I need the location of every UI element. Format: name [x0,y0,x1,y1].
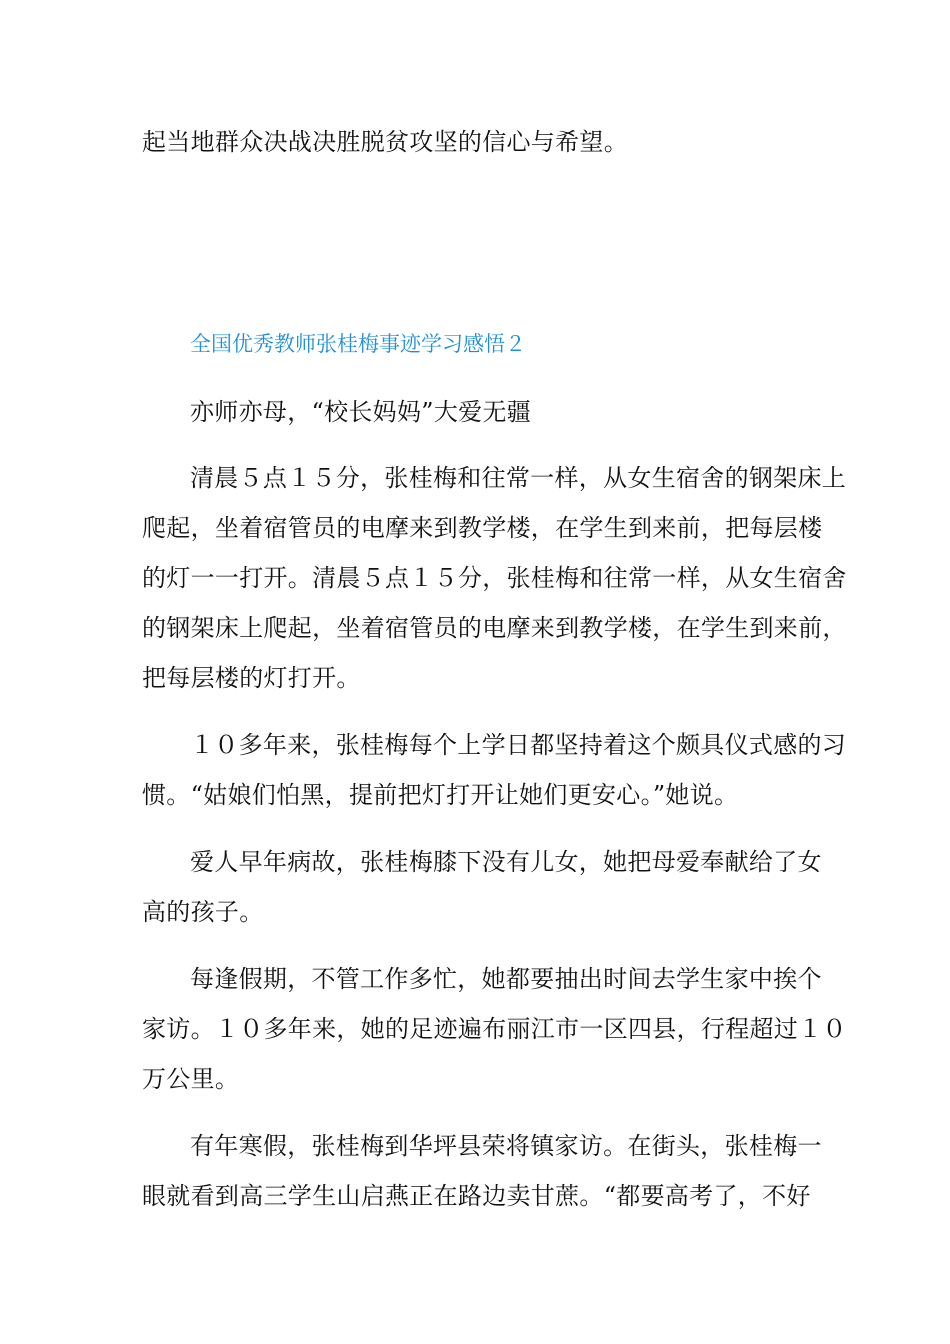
paragraph-line: 的钢架床上爬起，坐着宿管员的电摩来到教学楼，在学生到来前， [142,614,847,642]
paragraph-line: 眼就看到高三学生山启燕正在路边卖甘蔗。“都要高考了，不好 [142,1182,811,1210]
paragraph-line: 爱人早年病故，张桂梅膝下没有儿女，她把母爱奉献给了女 [190,848,822,876]
continuation-text: 起当地群众决战决胜脱贫攻坚的信心与希望。 [142,128,628,156]
paragraph-line: 的灯一一打开。清晨５点１５分，张桂梅和往常一样，从女生宿舍 [142,564,847,592]
paragraph-line: １０多年来，张桂梅每个上学日都坚持着这个颇具仪式感的习 [190,731,847,759]
paragraph-line: 爬起，坐着宿管员的电摩来到教学楼，在学生到来前，把每层楼 [142,514,823,542]
paragraph-line: 惯。“姑娘们怕黑，提前把灯打开让她们更安心。”她说。 [142,781,739,809]
paragraph-line: 有年寒假，张桂梅到华坪县荣将镇家访。在街头，张桂梅一 [190,1132,822,1160]
paragraph-line: 清晨５点１５分，张桂梅和往常一样，从女生宿舍的钢架床上 [190,464,847,492]
paragraph-line: 每逢假期，不管工作多忙，她都要抽出时间去学生家中挨个 [190,965,822,993]
paragraph-line: 高的孩子。 [142,898,264,926]
section-subtitle: 亦师亦母，“校长妈妈”大爱无疆 [190,398,532,426]
section-heading: 全国优秀教师张桂梅事迹学习感悟２ [190,332,526,356]
paragraph-line: 把每层楼的灯打开。 [142,664,361,692]
paragraph-line: 家访。１０多年来，她的足迹遍布丽江市一区四县，行程超过１０ [142,1015,847,1043]
paragraph-line: 万公里。 [142,1065,240,1093]
